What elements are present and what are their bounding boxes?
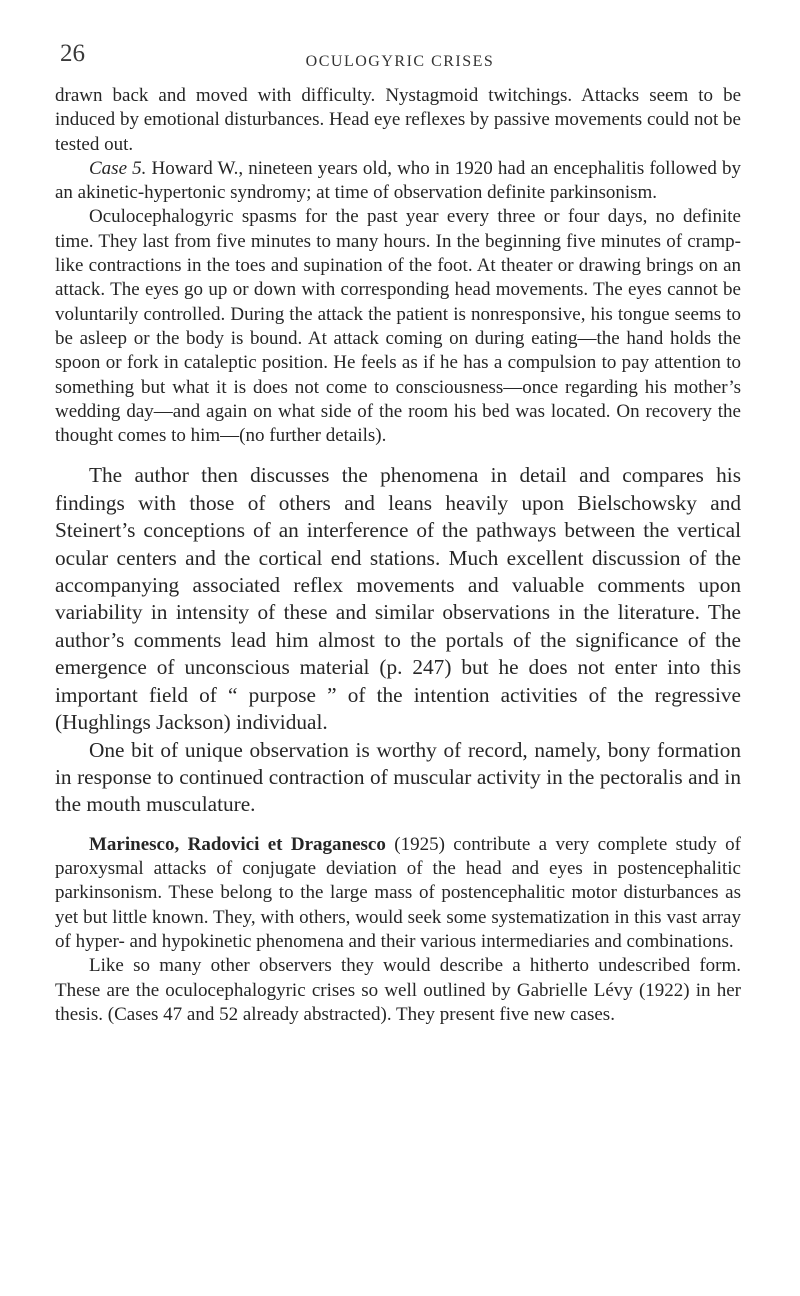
paragraph-continuation: drawn back and moved with difficulty. Nystagmoid twitchings. Attacks seem to be induced by emotional disturbances. Head eye reflexes by passive movements could not be tested out. xyxy=(55,85,741,155)
page-number: 26 xyxy=(60,40,85,67)
paragraph-spasms: Oculocephalogyric spasms for the past year every three or four days, no definite time. They last from five minutes to many hours. In the beginning five minutes of cramp-like contractions in the toes and supination of the foot. At theater or drawing brings on an attack. The eyes go up or down with corresponding head movements. The eyes cannot be voluntarily controlled. During the attack the patient is nonresponsive, his tongue seems to be asleep or the body is bound. At attack coming on during eating—the hand holds the spoon or fork in cataleptic position. He feels as if he has a compulsion to pay attention to something but what it is does not come to consciousness—once regarding his mother’s wedding day—and again on what side of the room his bed was located. On recovery the thought comes to him—(no further details). xyxy=(55,206,741,447)
paragraph-new-cases: Like so many other observers they would describe a hitherto undescribed form. These are the oculocephalogyric crises so well outlined by Gabrielle Lévy (1922) in her thesis. (Cases 47 and 52 already abstracted). They present five new cases. xyxy=(55,955,741,1025)
case-label: Case 5. xyxy=(89,157,147,179)
cited-authors: Marinesco, Radovici et Draganesco xyxy=(89,833,386,855)
paragraph-author-discussion: The author then discusses the phenomena in detail and compares his findings with those of others and leans heavily upon Bielschowsky and Steinert’s conceptions of an interference of the pathways between the vertical ocular centers and the cortical end stations. Much excellent discussion of the accompanying associated reflex movements and valuable comments upon variability in intensity of these and similar observations in the literature. The author’s comments lead him almost to the portals of the significance of the emergence of unconscious material (p. 247) but he does not enter into this important field of “ purpose ” of the intention activities of the regressive (Hughlings Jackson) individual. xyxy=(55,463,741,735)
paragraph-marinesco xyxy=(55,833,741,954)
paragraph-bony-formation: One bit of unique observation is worthy of record, namely, bony formation in response to continued contraction of muscular activity in the pectoralis and in the mouth musculature. xyxy=(55,737,741,817)
running-head: OCULOGYRIC CRISES xyxy=(305,53,495,70)
marinesco-text: (1925) contribute a very complete study of paroxysmal attacks of conjugate deviation of the head and eyes in postencephalitic parkinsonism. These belong to the large mass of postencephalitic motor disturbances as yet but little known. They, with others, would seek some systematization in this vast array of hyper- and hypokinetic phenomena and their various intermediaries and combinations. xyxy=(55,833,742,952)
paragraph-case-5 xyxy=(55,157,741,206)
body-text xyxy=(55,84,741,1027)
case-5-text: Howard W., nineteen years old, who in 1920 had an encephalitis followed by an akinetic-hypertonic syndromy; at time of observation definite parkinsonism. xyxy=(55,157,742,204)
